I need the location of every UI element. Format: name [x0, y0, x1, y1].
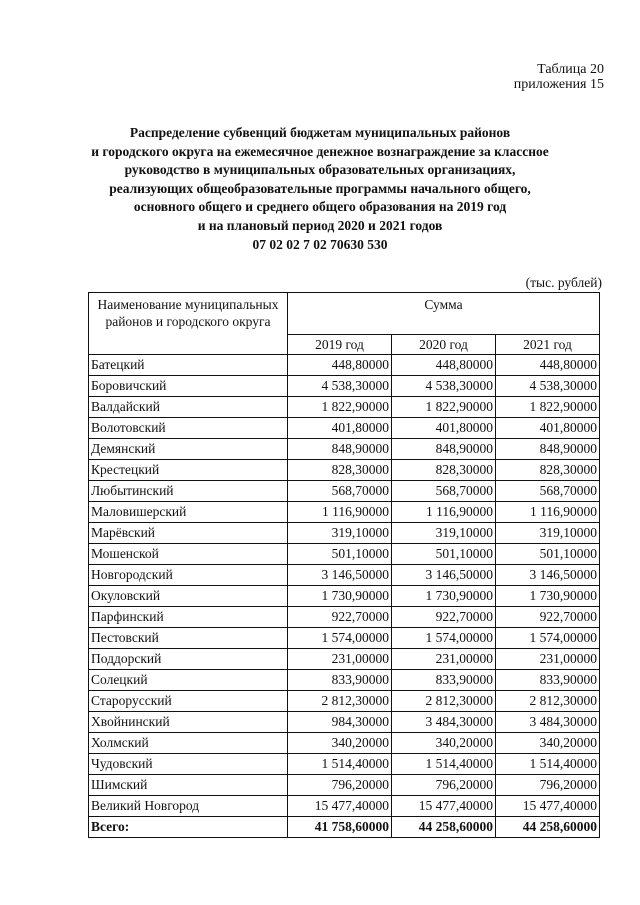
district-name-cell: Валдайский: [89, 397, 288, 418]
district-name-cell: Мошенской: [89, 544, 288, 565]
amount-2020-cell: 3 484,30000: [392, 712, 496, 733]
amount-2020-cell: 231,00000: [392, 649, 496, 670]
district-name-cell: Боровичский: [89, 376, 288, 397]
table-row: [89, 712, 600, 733]
amount-2021-cell: 1 822,90000: [496, 397, 600, 418]
table-row: [89, 565, 600, 586]
amount-2019-cell: 1 822,90000: [288, 397, 392, 418]
table-row: [89, 418, 600, 439]
document-title: [60, 124, 580, 236]
amount-2021-cell: 501,10000: [496, 544, 600, 565]
amount-2019-cell: 984,30000: [288, 712, 392, 733]
amount-2019-cell: 41 758,60000: [288, 817, 392, 838]
column-header-2021: 2021 год: [496, 335, 600, 355]
amount-2019-cell: 848,90000: [288, 439, 392, 460]
amount-2020-cell: 922,70000: [392, 607, 496, 628]
table-row: [89, 796, 600, 817]
title-line: реализующих общеобразовательные программы начального общего,: [109, 180, 531, 196]
table-row: [89, 376, 600, 397]
amount-2020-cell: 848,90000: [392, 439, 496, 460]
amount-2021-cell: 1 574,00000: [496, 628, 600, 649]
table-row: [89, 481, 600, 502]
amount-2019-cell: 1 730,90000: [288, 586, 392, 607]
budget-code: 07 02 02 7 02 70630 530: [252, 237, 388, 252]
district-name-cell: Окуловский: [89, 586, 288, 607]
amount-2020-cell: 1 116,90000: [392, 502, 496, 523]
amount-2019-cell: 1 116,90000: [288, 502, 392, 523]
amount-2019-cell: 1 514,40000: [288, 754, 392, 775]
table-number: Таблица 20: [537, 62, 604, 77]
amount-2021-cell: 922,70000: [496, 607, 600, 628]
amount-2019-cell: 401,80000: [288, 418, 392, 439]
amount-2021-cell: 1 730,90000: [496, 586, 600, 607]
amount-2019-cell: 828,30000: [288, 460, 392, 481]
table-row: [89, 544, 600, 565]
amount-2020-cell: 796,20000: [392, 775, 496, 796]
amount-2021-cell: 833,90000: [496, 670, 600, 691]
table-row: [89, 775, 600, 796]
amount-2021-cell: 4 538,30000: [496, 376, 600, 397]
amount-2020-cell: 44 258,60000: [392, 817, 496, 838]
table-row: [89, 502, 600, 523]
district-name-cell: Батецкий: [89, 355, 288, 376]
district-name-cell: Любытинский: [89, 481, 288, 502]
amount-2021-cell: 3 146,50000: [496, 565, 600, 586]
amount-2021-cell: 828,30000: [496, 460, 600, 481]
title-line: и городского округа на ежемесячное денежное вознаграждение за классное: [91, 143, 549, 159]
district-name-cell: Чудовский: [89, 754, 288, 775]
amount-2021-cell: 44 258,60000: [496, 817, 600, 838]
amount-2019-cell: 3 146,50000: [288, 565, 392, 586]
district-name-cell: Старорусский: [89, 691, 288, 712]
amount-2020-cell: 340,20000: [392, 733, 496, 754]
amount-2021-cell: 231,00000: [496, 649, 600, 670]
district-name-cell: Солецкий: [89, 670, 288, 691]
amount-2019-cell: 15 477,40000: [288, 796, 392, 817]
amount-2020-cell: 1 822,90000: [392, 397, 496, 418]
amount-2020-cell: 1 730,90000: [392, 586, 496, 607]
amount-2020-cell: 1 574,00000: [392, 628, 496, 649]
amount-2019-cell: 1 574,00000: [288, 628, 392, 649]
amount-2019-cell: 833,90000: [288, 670, 392, 691]
title-line: руководство в муниципальных образовательных организациях,: [124, 162, 516, 178]
title-line: основного общего и среднего общего образования на 2019 год: [133, 199, 507, 215]
table-row: [89, 397, 600, 418]
amount-2020-cell: 448,80000: [392, 355, 496, 376]
table-reference: [514, 62, 604, 92]
district-name-cell: Поддорский: [89, 649, 288, 670]
amount-2019-cell: 501,10000: [288, 544, 392, 565]
amount-2019-cell: 4 538,30000: [288, 376, 392, 397]
table-row: [89, 439, 600, 460]
amount-2019-cell: 448,80000: [288, 355, 392, 376]
table-row: [89, 607, 600, 628]
column-header-name: Наименование муниципальных районов и городского округа: [89, 293, 288, 355]
amount-2020-cell: 319,10000: [392, 523, 496, 544]
amount-2019-cell: 319,10000: [288, 523, 392, 544]
amount-2020-cell: 828,30000: [392, 460, 496, 481]
amount-2021-cell: 1 116,90000: [496, 502, 600, 523]
district-name-cell: Крестецкий: [89, 460, 288, 481]
district-name-cell: Хвойнинский: [89, 712, 288, 733]
table-body: [89, 355, 600, 838]
table-row: [89, 355, 600, 376]
district-name-cell: Марёвский: [89, 523, 288, 544]
district-name-cell: Парфинский: [89, 607, 288, 628]
units-label: (тыс. рублей): [525, 275, 602, 290]
amount-2021-cell: 319,10000: [496, 523, 600, 544]
table-row: [89, 628, 600, 649]
appendix-number: приложения 15: [513, 77, 604, 92]
table-row: [89, 523, 600, 544]
total-row: [89, 817, 600, 838]
amount-2021-cell: 340,20000: [496, 733, 600, 754]
amount-2021-cell: 3 484,30000: [496, 712, 600, 733]
amount-2019-cell: 922,70000: [288, 607, 392, 628]
amount-2020-cell: 15 477,40000: [392, 796, 496, 817]
district-name-cell: Шимский: [89, 775, 288, 796]
header-row: [89, 293, 600, 335]
amount-2021-cell: 15 477,40000: [496, 796, 600, 817]
amount-2021-cell: 796,20000: [496, 775, 600, 796]
table-row: [89, 733, 600, 754]
amount-2020-cell: 2 812,30000: [392, 691, 496, 712]
table-row: [89, 586, 600, 607]
district-name-cell: Всего:: [89, 817, 288, 838]
amount-2020-cell: 4 538,30000: [392, 376, 496, 397]
amount-2019-cell: 340,20000: [288, 733, 392, 754]
district-name-cell: Холмский: [89, 733, 288, 754]
table-row: [89, 670, 600, 691]
title-line: и на плановый период 2020 и 2021 годов: [197, 217, 443, 233]
amount-2019-cell: 2 812,30000: [288, 691, 392, 712]
table-row: [89, 649, 600, 670]
amount-2021-cell: 1 514,40000: [496, 754, 600, 775]
amount-2020-cell: 1 514,40000: [392, 754, 496, 775]
column-header-sum: Сумма: [288, 293, 600, 335]
column-header-2020: 2020 год: [392, 335, 496, 355]
title-line: Распределение субвенций бюджетам муниципальных районов: [129, 125, 511, 140]
amount-2021-cell: 568,70000: [496, 481, 600, 502]
amount-2019-cell: 568,70000: [288, 481, 392, 502]
table-row: [89, 754, 600, 775]
subsidy-table: [88, 292, 600, 838]
amount-2021-cell: 848,90000: [496, 439, 600, 460]
table-row: [89, 460, 600, 481]
amount-2019-cell: 796,20000: [288, 775, 392, 796]
district-name-cell: Пестовский: [89, 628, 288, 649]
district-name-cell: Новгородский: [89, 565, 288, 586]
amount-2020-cell: 568,70000: [392, 481, 496, 502]
district-name-cell: Великий Новгород: [89, 796, 288, 817]
column-header-2019: 2019 год: [288, 335, 392, 355]
table-row: [89, 691, 600, 712]
amount-2020-cell: 3 146,50000: [392, 565, 496, 586]
district-name-cell: Демянский: [89, 439, 288, 460]
amount-2021-cell: 448,80000: [496, 355, 600, 376]
district-name-cell: Волотовский: [89, 418, 288, 439]
amount-2019-cell: 231,00000: [288, 649, 392, 670]
amount-2021-cell: 401,80000: [496, 418, 600, 439]
amount-2020-cell: 501,10000: [392, 544, 496, 565]
amount-2020-cell: 833,90000: [392, 670, 496, 691]
amount-2021-cell: 2 812,30000: [496, 691, 600, 712]
district-name-cell: Маловишерский: [89, 502, 288, 523]
amount-2020-cell: 401,80000: [392, 418, 496, 439]
